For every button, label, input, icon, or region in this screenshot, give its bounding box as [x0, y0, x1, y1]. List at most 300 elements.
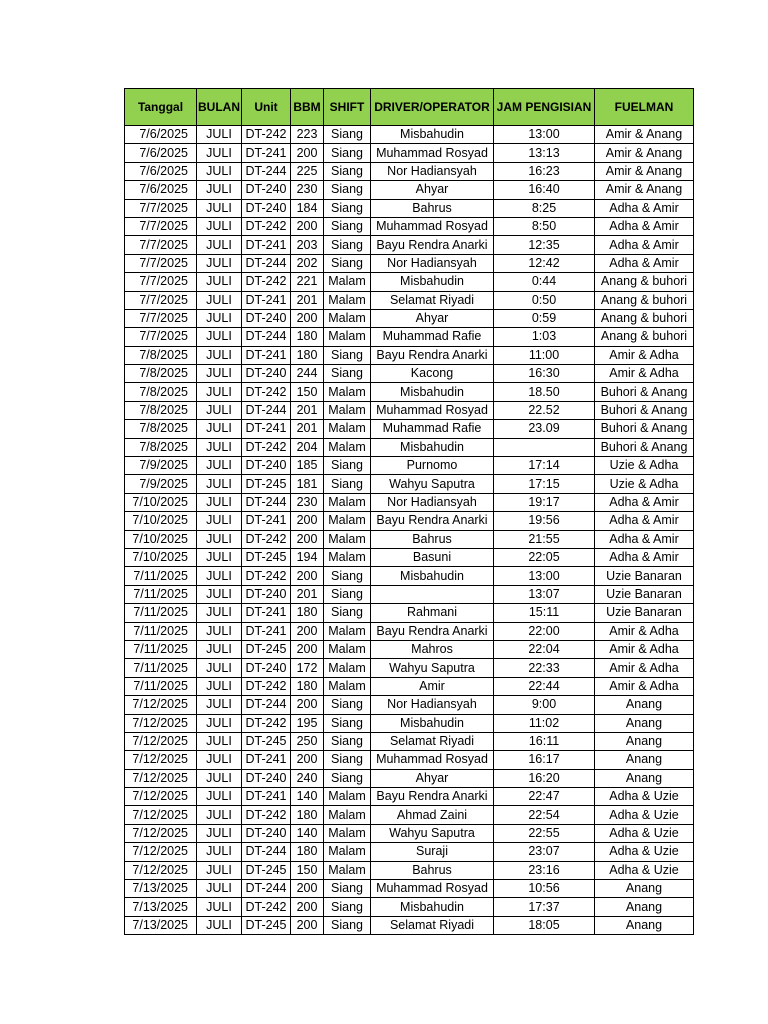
- cell-fuelman: Uzie & Adha: [595, 457, 694, 475]
- cell-driver: Muhammad Rosyad: [371, 401, 494, 419]
- cell-unit: DT-242: [242, 898, 291, 916]
- cell-fuelman: Buhori & Anang: [595, 401, 694, 419]
- cell-unit: DT-241: [242, 604, 291, 622]
- cell-fuelman: Adha & Amir: [595, 548, 694, 566]
- col-header-fuelman: FUELMAN: [595, 89, 694, 126]
- col-header-shift: SHIFT: [324, 89, 371, 126]
- table-row: [125, 217, 694, 235]
- cell-bbm: 200: [291, 144, 324, 162]
- cell-bbm: 200: [291, 916, 324, 934]
- cell-fuelman: Anang: [595, 898, 694, 916]
- col-header-unit: Unit: [242, 89, 291, 126]
- cell-unit: DT-244: [242, 254, 291, 272]
- cell-unit: DT-242: [242, 438, 291, 456]
- cell-shift: Siang: [324, 751, 371, 769]
- cell-tanggal: 7/7/2025: [125, 199, 197, 217]
- table-row: [125, 346, 694, 364]
- cell-bbm: 140: [291, 824, 324, 842]
- cell-unit: DT-244: [242, 328, 291, 346]
- cell-bulan: JULI: [197, 567, 242, 585]
- table-row: [125, 457, 694, 475]
- cell-tanggal: 7/7/2025: [125, 328, 197, 346]
- cell-driver: Basuni: [371, 548, 494, 566]
- table-row: [125, 144, 694, 162]
- cell-bbm: 200: [291, 567, 324, 585]
- cell-bbm: 201: [291, 420, 324, 438]
- cell-shift: Malam: [324, 843, 371, 861]
- cell-shift: Siang: [324, 916, 371, 934]
- cell-tanggal: 7/6/2025: [125, 144, 197, 162]
- cell-shift: Siang: [324, 162, 371, 180]
- table-header-row: [125, 89, 694, 126]
- cell-unit: DT-241: [242, 420, 291, 438]
- cell-shift: Siang: [324, 714, 371, 732]
- cell-unit: DT-240: [242, 824, 291, 842]
- cell-jam-pengisian: 16:17: [494, 751, 595, 769]
- table-body: [125, 126, 694, 935]
- cell-bbm: 181: [291, 475, 324, 493]
- fuel-log-sheet: [124, 88, 694, 935]
- cell-unit: DT-245: [242, 861, 291, 879]
- cell-driver: Rahmani: [371, 604, 494, 622]
- cell-driver: Ahyar: [371, 769, 494, 787]
- cell-jam-pengisian: 13:00: [494, 567, 595, 585]
- cell-unit: DT-242: [242, 383, 291, 401]
- cell-tanggal: 7/7/2025: [125, 254, 197, 272]
- cell-fuelman: Anang & buhori: [595, 273, 694, 291]
- cell-fuelman: Uzie Banaran: [595, 567, 694, 585]
- cell-driver: Bahrus: [371, 199, 494, 217]
- cell-unit: DT-240: [242, 585, 291, 603]
- cell-fuelman: Anang & buhori: [595, 291, 694, 309]
- cell-bulan: JULI: [197, 512, 242, 530]
- cell-tanggal: 7/6/2025: [125, 181, 197, 199]
- cell-driver: Nor Hadiansyah: [371, 493, 494, 511]
- table-row: [125, 567, 694, 585]
- cell-bulan: JULI: [197, 438, 242, 456]
- cell-jam-pengisian: 16:23: [494, 162, 595, 180]
- cell-shift: Siang: [324, 365, 371, 383]
- cell-tanggal: 7/12/2025: [125, 751, 197, 769]
- table-row: [125, 420, 694, 438]
- cell-jam-pengisian: 0:59: [494, 309, 595, 327]
- cell-unit: DT-241: [242, 144, 291, 162]
- table-row: [125, 769, 694, 787]
- cell-fuelman: Buhori & Anang: [595, 383, 694, 401]
- cell-unit: DT-241: [242, 236, 291, 254]
- cell-bulan: JULI: [197, 677, 242, 695]
- cell-bulan: JULI: [197, 181, 242, 199]
- cell-shift: Malam: [324, 493, 371, 511]
- cell-unit: DT-241: [242, 622, 291, 640]
- cell-bulan: JULI: [197, 769, 242, 787]
- cell-fuelman: Adha & Amir: [595, 493, 694, 511]
- cell-tanggal: 7/7/2025: [125, 236, 197, 254]
- cell-bbm: 200: [291, 898, 324, 916]
- cell-fuelman: Uzie Banaran: [595, 604, 694, 622]
- cell-bbm: 240: [291, 769, 324, 787]
- table-row: [125, 236, 694, 254]
- cell-tanggal: 7/7/2025: [125, 291, 197, 309]
- cell-unit: DT-242: [242, 530, 291, 548]
- table-row: [125, 328, 694, 346]
- cell-fuelman: Adha & Uzie: [595, 843, 694, 861]
- cell-tanggal: 7/12/2025: [125, 806, 197, 824]
- cell-bulan: JULI: [197, 493, 242, 511]
- cell-jam-pengisian: 23.09: [494, 420, 595, 438]
- cell-bbm: 225: [291, 162, 324, 180]
- cell-bbm: 230: [291, 493, 324, 511]
- cell-bulan: JULI: [197, 916, 242, 934]
- cell-tanggal: 7/8/2025: [125, 438, 197, 456]
- cell-jam-pengisian: 23:07: [494, 843, 595, 861]
- cell-bulan: JULI: [197, 162, 242, 180]
- cell-bulan: JULI: [197, 346, 242, 364]
- cell-driver: Muhammad Rafie: [371, 420, 494, 438]
- fuel-log-table: [124, 88, 694, 935]
- cell-fuelman: Amir & Adha: [595, 677, 694, 695]
- cell-driver: Muhammad Rafie: [371, 328, 494, 346]
- cell-jam-pengisian: 22.52: [494, 401, 595, 419]
- cell-jam-pengisian: 22:47: [494, 788, 595, 806]
- cell-fuelman: Amir & Anang: [595, 144, 694, 162]
- table-row: [125, 162, 694, 180]
- cell-bulan: JULI: [197, 475, 242, 493]
- cell-fuelman: Adha & Amir: [595, 217, 694, 235]
- cell-tanggal: 7/12/2025: [125, 788, 197, 806]
- cell-bbm: 185: [291, 457, 324, 475]
- cell-bbm: 194: [291, 548, 324, 566]
- cell-jam-pengisian: 8:25: [494, 199, 595, 217]
- cell-fuelman: Anang: [595, 916, 694, 934]
- cell-shift: Malam: [324, 530, 371, 548]
- cell-driver: Wahyu Saputra: [371, 824, 494, 842]
- cell-bbm: 140: [291, 788, 324, 806]
- cell-bbm: 180: [291, 346, 324, 364]
- cell-unit: DT-242: [242, 714, 291, 732]
- cell-shift: Siang: [324, 567, 371, 585]
- table-row: [125, 714, 694, 732]
- cell-jam-pengisian: [494, 438, 595, 456]
- cell-unit: DT-242: [242, 273, 291, 291]
- cell-driver: Misbahudin: [371, 567, 494, 585]
- cell-bulan: JULI: [197, 622, 242, 640]
- cell-tanggal: 7/7/2025: [125, 309, 197, 327]
- table-row: [125, 493, 694, 511]
- cell-bbm: 200: [291, 512, 324, 530]
- cell-bulan: JULI: [197, 898, 242, 916]
- table-row: [125, 788, 694, 806]
- cell-bulan: JULI: [197, 420, 242, 438]
- cell-unit: DT-240: [242, 457, 291, 475]
- cell-bbm: 150: [291, 383, 324, 401]
- cell-bbm: 184: [291, 199, 324, 217]
- table-row: [125, 475, 694, 493]
- cell-shift: Malam: [324, 659, 371, 677]
- table-row: [125, 640, 694, 658]
- cell-bbm: 200: [291, 640, 324, 658]
- cell-unit: DT-244: [242, 880, 291, 898]
- cell-tanggal: 7/7/2025: [125, 273, 197, 291]
- cell-unit: DT-241: [242, 512, 291, 530]
- cell-fuelman: Amir & Adha: [595, 640, 694, 658]
- cell-tanggal: 7/13/2025: [125, 898, 197, 916]
- cell-bulan: JULI: [197, 328, 242, 346]
- col-header-jam-pengisian: JAM PENGISIAN: [494, 89, 595, 126]
- cell-jam-pengisian: 16:30: [494, 365, 595, 383]
- cell-bbm: 201: [291, 585, 324, 603]
- table-row: [125, 880, 694, 898]
- cell-unit: DT-241: [242, 291, 291, 309]
- cell-unit: DT-244: [242, 401, 291, 419]
- cell-bbm: 204: [291, 438, 324, 456]
- cell-bulan: JULI: [197, 199, 242, 217]
- cell-jam-pengisian: 17:37: [494, 898, 595, 916]
- table-row: [125, 365, 694, 383]
- cell-shift: Siang: [324, 144, 371, 162]
- cell-fuelman: Buhori & Anang: [595, 438, 694, 456]
- cell-shift: Malam: [324, 420, 371, 438]
- cell-shift: Malam: [324, 383, 371, 401]
- cell-bulan: JULI: [197, 751, 242, 769]
- cell-tanggal: 7/10/2025: [125, 548, 197, 566]
- cell-bulan: JULI: [197, 530, 242, 548]
- cell-driver: Muhammad Rosyad: [371, 217, 494, 235]
- cell-unit: DT-242: [242, 806, 291, 824]
- cell-bulan: JULI: [197, 291, 242, 309]
- cell-unit: DT-245: [242, 548, 291, 566]
- cell-fuelman: Adha & Amir: [595, 236, 694, 254]
- cell-bbm: 180: [291, 677, 324, 695]
- cell-driver: Ahmad Zaini: [371, 806, 494, 824]
- cell-jam-pengisian: 0:50: [494, 291, 595, 309]
- cell-shift: Malam: [324, 824, 371, 842]
- cell-tanggal: 7/8/2025: [125, 346, 197, 364]
- cell-driver: Misbahudin: [371, 383, 494, 401]
- cell-unit: DT-244: [242, 696, 291, 714]
- cell-jam-pengisian: 22:44: [494, 677, 595, 695]
- cell-jam-pengisian: 0:44: [494, 273, 595, 291]
- cell-driver: Kacong: [371, 365, 494, 383]
- cell-bbm: 203: [291, 236, 324, 254]
- cell-jam-pengisian: 19:56: [494, 512, 595, 530]
- cell-bulan: JULI: [197, 365, 242, 383]
- cell-tanggal: 7/12/2025: [125, 696, 197, 714]
- cell-jam-pengisian: 22:05: [494, 548, 595, 566]
- cell-driver: Wahyu Saputra: [371, 659, 494, 677]
- cell-driver: Misbahudin: [371, 898, 494, 916]
- cell-bbm: 200: [291, 217, 324, 235]
- cell-bulan: JULI: [197, 236, 242, 254]
- cell-shift: Malam: [324, 788, 371, 806]
- cell-tanggal: 7/12/2025: [125, 824, 197, 842]
- cell-bulan: JULI: [197, 144, 242, 162]
- cell-shift: Malam: [324, 328, 371, 346]
- cell-driver: Bayu Rendra Anarki: [371, 788, 494, 806]
- cell-jam-pengisian: 22:04: [494, 640, 595, 658]
- table-row: [125, 585, 694, 603]
- cell-bulan: JULI: [197, 457, 242, 475]
- cell-jam-pengisian: 10:56: [494, 880, 595, 898]
- cell-tanggal: 7/10/2025: [125, 512, 197, 530]
- cell-tanggal: 7/11/2025: [125, 604, 197, 622]
- cell-driver: Bayu Rendra Anarki: [371, 236, 494, 254]
- cell-bulan: JULI: [197, 217, 242, 235]
- cell-fuelman: Adha & Uzie: [595, 824, 694, 842]
- table-row: [125, 604, 694, 622]
- cell-bulan: JULI: [197, 806, 242, 824]
- cell-shift: Siang: [324, 769, 371, 787]
- cell-tanggal: 7/11/2025: [125, 622, 197, 640]
- table-row: [125, 126, 694, 144]
- cell-bbm: 200: [291, 880, 324, 898]
- cell-jam-pengisian: 23:16: [494, 861, 595, 879]
- cell-driver: Selamat Riyadi: [371, 732, 494, 750]
- cell-unit: DT-245: [242, 640, 291, 658]
- cell-driver: Selamat Riyadi: [371, 291, 494, 309]
- table-row: [125, 659, 694, 677]
- cell-unit: DT-240: [242, 365, 291, 383]
- table-row: [125, 401, 694, 419]
- cell-tanggal: 7/13/2025: [125, 880, 197, 898]
- cell-bbm: 180: [291, 843, 324, 861]
- cell-unit: DT-240: [242, 659, 291, 677]
- table-row: [125, 751, 694, 769]
- cell-driver: Ahyar: [371, 181, 494, 199]
- table-row: [125, 843, 694, 861]
- table-row: [125, 548, 694, 566]
- cell-tanggal: 7/7/2025: [125, 217, 197, 235]
- cell-bbm: 223: [291, 126, 324, 144]
- cell-shift: Siang: [324, 346, 371, 364]
- cell-unit: DT-242: [242, 677, 291, 695]
- cell-bulan: JULI: [197, 126, 242, 144]
- cell-bbm: 200: [291, 696, 324, 714]
- cell-fuelman: Amir & Adha: [595, 346, 694, 364]
- cell-tanggal: 7/12/2025: [125, 732, 197, 750]
- cell-bulan: JULI: [197, 880, 242, 898]
- cell-fuelman: Amir & Adha: [595, 365, 694, 383]
- cell-unit: DT-242: [242, 567, 291, 585]
- cell-unit: DT-240: [242, 181, 291, 199]
- cell-driver: Bayu Rendra Anarki: [371, 346, 494, 364]
- table-row: [125, 916, 694, 934]
- table-row: [125, 824, 694, 842]
- cell-shift: Siang: [324, 696, 371, 714]
- cell-fuelman: Anang: [595, 732, 694, 750]
- cell-shift: Malam: [324, 273, 371, 291]
- cell-jam-pengisian: 8:50: [494, 217, 595, 235]
- cell-jam-pengisian: 16:40: [494, 181, 595, 199]
- cell-bbm: 221: [291, 273, 324, 291]
- cell-jam-pengisian: 21:55: [494, 530, 595, 548]
- cell-driver: Misbahudin: [371, 714, 494, 732]
- cell-shift: Malam: [324, 401, 371, 419]
- cell-driver: Misbahudin: [371, 438, 494, 456]
- cell-jam-pengisian: 18.50: [494, 383, 595, 401]
- cell-fuelman: Adha & Uzie: [595, 861, 694, 879]
- cell-shift: Siang: [324, 254, 371, 272]
- cell-unit: DT-244: [242, 843, 291, 861]
- cell-jam-pengisian: 13:00: [494, 126, 595, 144]
- cell-bbm: 250: [291, 732, 324, 750]
- cell-driver: Mahros: [371, 640, 494, 658]
- cell-shift: Malam: [324, 640, 371, 658]
- cell-shift: Siang: [324, 585, 371, 603]
- cell-bbm: 150: [291, 861, 324, 879]
- cell-driver: Selamat Riyadi: [371, 916, 494, 934]
- cell-jam-pengisian: 22:54: [494, 806, 595, 824]
- cell-unit: DT-245: [242, 475, 291, 493]
- cell-driver: [371, 585, 494, 603]
- cell-driver: Muhammad Rosyad: [371, 751, 494, 769]
- cell-tanggal: 7/12/2025: [125, 714, 197, 732]
- cell-driver: Amir: [371, 677, 494, 695]
- cell-bbm: 180: [291, 328, 324, 346]
- cell-bbm: 230: [291, 181, 324, 199]
- cell-bulan: JULI: [197, 548, 242, 566]
- cell-shift: Malam: [324, 291, 371, 309]
- cell-tanggal: 7/6/2025: [125, 126, 197, 144]
- cell-driver: Muhammad Rosyad: [371, 144, 494, 162]
- cell-unit: DT-242: [242, 126, 291, 144]
- cell-shift: Malam: [324, 861, 371, 879]
- cell-fuelman: Amir & Anang: [595, 126, 694, 144]
- cell-shift: Malam: [324, 622, 371, 640]
- cell-bbm: 172: [291, 659, 324, 677]
- cell-fuelman: Amir & Anang: [595, 181, 694, 199]
- cell-bulan: JULI: [197, 383, 242, 401]
- cell-bulan: JULI: [197, 309, 242, 327]
- cell-fuelman: Adha & Amir: [595, 254, 694, 272]
- cell-unit: DT-245: [242, 732, 291, 750]
- table-row: [125, 898, 694, 916]
- cell-tanggal: 7/12/2025: [125, 769, 197, 787]
- cell-shift: Malam: [324, 438, 371, 456]
- cell-shift: Siang: [324, 880, 371, 898]
- col-header-tanggal: Tanggal: [125, 89, 197, 126]
- cell-bulan: JULI: [197, 604, 242, 622]
- cell-driver: Misbahudin: [371, 273, 494, 291]
- cell-bulan: JULI: [197, 861, 242, 879]
- cell-bbm: 244: [291, 365, 324, 383]
- cell-tanggal: 7/8/2025: [125, 365, 197, 383]
- col-header-bulan: BULAN: [197, 89, 242, 126]
- cell-bulan: JULI: [197, 788, 242, 806]
- cell-bulan: JULI: [197, 254, 242, 272]
- cell-tanggal: 7/8/2025: [125, 383, 197, 401]
- table-row: [125, 181, 694, 199]
- cell-driver: Purnomo: [371, 457, 494, 475]
- cell-driver: Misbahudin: [371, 126, 494, 144]
- cell-unit: DT-241: [242, 751, 291, 769]
- cell-unit: DT-244: [242, 493, 291, 511]
- col-header-bbm: BBM: [291, 89, 324, 126]
- cell-jam-pengisian: 22:55: [494, 824, 595, 842]
- cell-fuelman: Anang: [595, 769, 694, 787]
- cell-jam-pengisian: 15:11: [494, 604, 595, 622]
- cell-shift: Siang: [324, 126, 371, 144]
- cell-tanggal: 7/10/2025: [125, 493, 197, 511]
- table-row: [125, 622, 694, 640]
- cell-jam-pengisian: 19:17: [494, 493, 595, 511]
- table-row: [125, 383, 694, 401]
- cell-tanggal: 7/8/2025: [125, 420, 197, 438]
- cell-tanggal: 7/11/2025: [125, 677, 197, 695]
- cell-shift: Siang: [324, 181, 371, 199]
- cell-jam-pengisian: 9:00: [494, 696, 595, 714]
- cell-bulan: JULI: [197, 640, 242, 658]
